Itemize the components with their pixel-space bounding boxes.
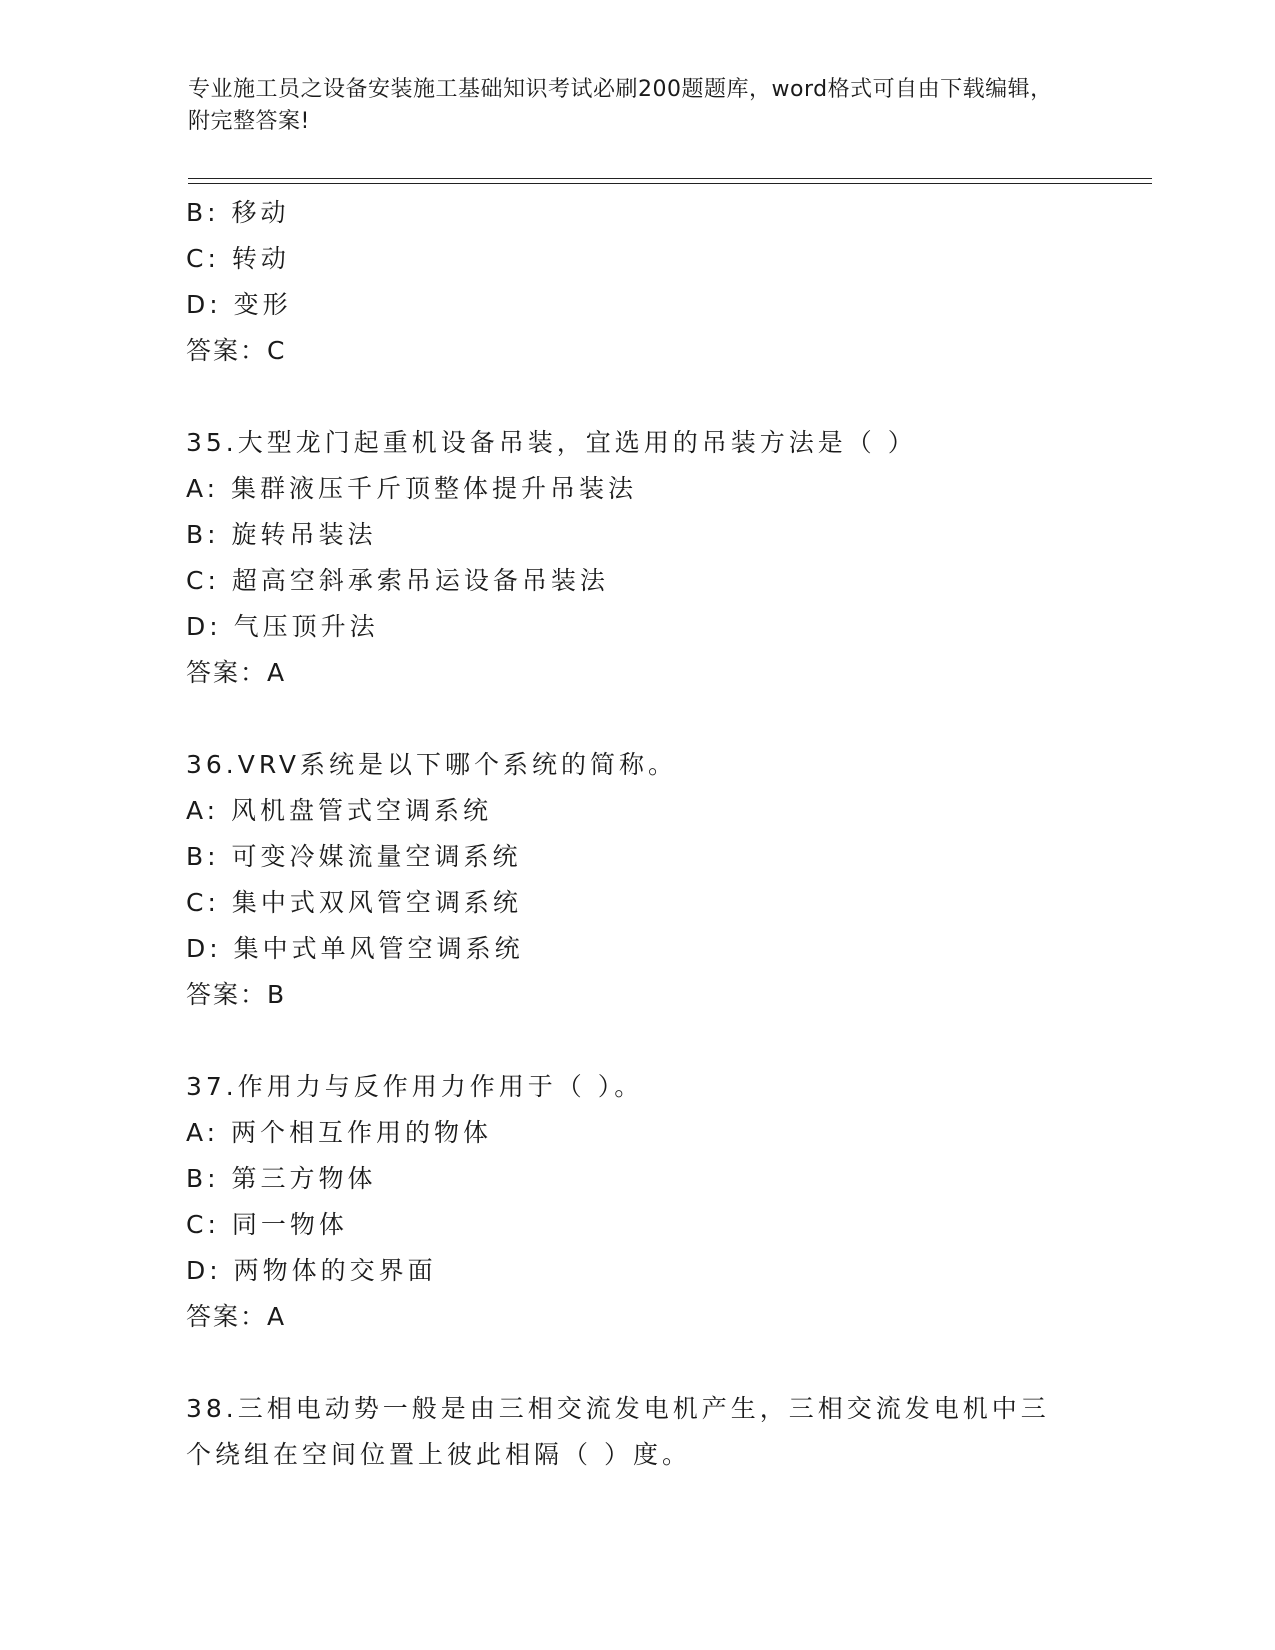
question-stem: 36.VRV系统是以下哪个系统的简称。: [186, 750, 677, 779]
answer: 答案：A: [186, 658, 287, 687]
answer: 答案：B: [186, 980, 287, 1009]
option-c: C: 同一物体: [186, 1210, 348, 1239]
option-d: D: 变形: [186, 290, 292, 319]
option-b: B: 第三方物体: [186, 1164, 377, 1193]
option-b: B: 移动: [186, 198, 290, 227]
option-c: C: 超高空斜承索吊运设备吊装法: [186, 566, 609, 595]
page-header: 专业施工员之设备安装施工基础知识考试必刷200题题库，word格式可自由下载编辑，附完整答案!: [188, 77, 1053, 134]
question-list: [186, 190, 1086, 1478]
header-divider-thin: [188, 183, 1152, 184]
question-stem: 37.作用力与反作用力作用于（ ）。: [186, 1072, 644, 1101]
option-b: B: 旋转吊装法: [186, 520, 377, 549]
option-a: A: 两个相互作用的物体: [186, 1118, 493, 1147]
question-stem: 35.大型龙门起重机设备吊装，宜选用的吊装方法是（ ）: [186, 428, 917, 457]
header-divider: [188, 178, 1152, 179]
option-b: B: 可变冷媒流量空调系统: [186, 842, 522, 871]
option-c: C: 集中式双风管空调系统: [186, 888, 522, 917]
question-38: [186, 1386, 1086, 1478]
option-d: D: 集中式单风管空调系统: [186, 934, 524, 963]
question-stem: 38.三相电动势一般是由三相交流发电机产生，三相交流发电机中三个绕组在空间位置上彼此相隔（ ）度。: [186, 1394, 1050, 1469]
answer: 答案：A: [186, 1302, 287, 1331]
option-d: D: 两物体的交界面: [186, 1256, 437, 1285]
option-a: A: 风机盘管式空调系统: [186, 796, 493, 825]
question-35: [186, 420, 1086, 696]
question-36: [186, 742, 1086, 1018]
option-d: D: 气压顶升法: [186, 612, 379, 641]
question-37: [186, 1064, 1086, 1340]
answer: 答案：C: [186, 336, 287, 365]
option-a: A: 集群液压千斤顶整体提升吊装法: [186, 474, 638, 503]
previous-question-tail: [186, 190, 1086, 374]
option-c: C: 转动: [186, 244, 290, 273]
